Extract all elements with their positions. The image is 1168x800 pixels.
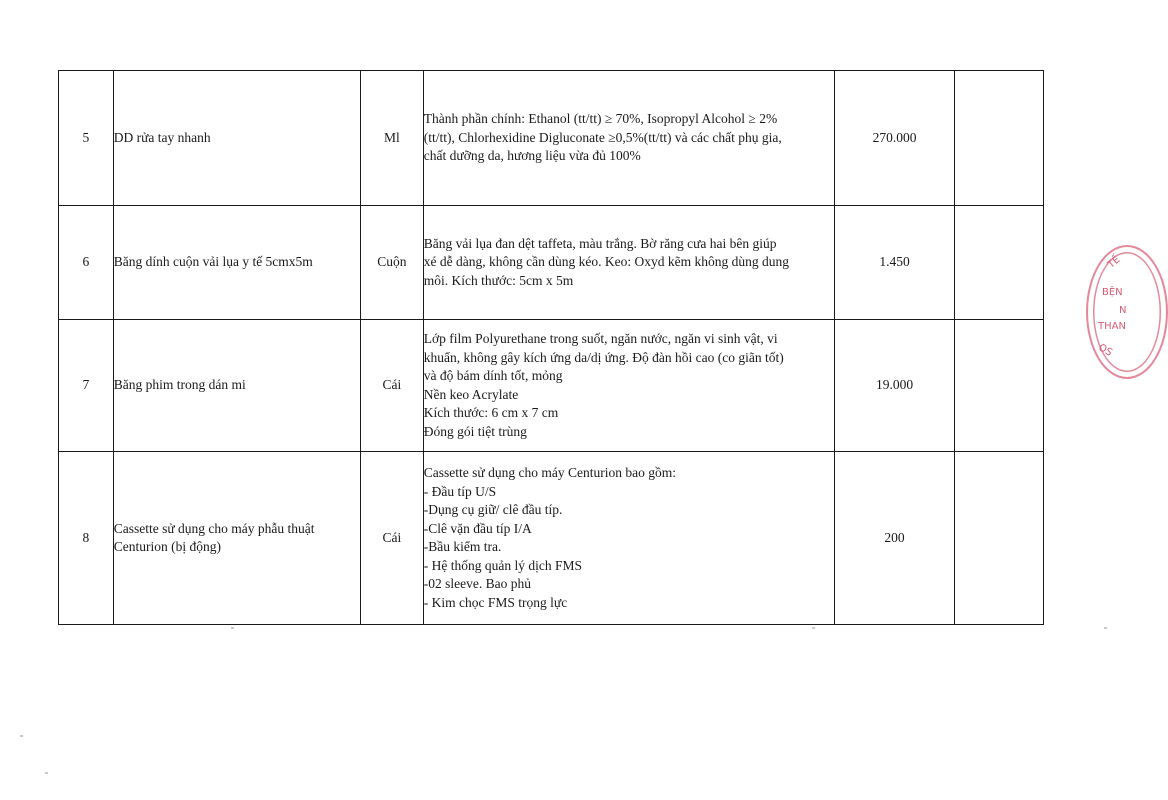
item-spec	[423, 452, 834, 625]
scan-speck	[45, 772, 48, 774]
item-unit: Cái	[360, 452, 423, 625]
spec-line: Đóng gói tiệt trùng	[423, 423, 527, 439]
item-name: Cassette sử dụng cho máy phẫu thuật Centurion (bị động)	[113, 452, 360, 625]
item-name: Băng dính cuộn vải lụa y tế 5cmx5m	[113, 206, 360, 320]
row-number: 8	[59, 452, 114, 625]
spec-line: Băng vải lụa đan dệt taffeta, màu trắng. Bờ răng cưa hai bên giúp	[423, 235, 777, 251]
scan-speck	[1104, 627, 1107, 629]
spec-line: -Bầu kiểm tra.	[423, 539, 502, 554]
scan-speck	[812, 627, 815, 629]
spec-line: chất dưỡng da, hương liệu vừa đủ 100%	[423, 148, 641, 164]
row-number: 7	[59, 320, 114, 452]
stamp-text: TẾ	[1105, 254, 1123, 271]
spec-line: (tt/tt), Chlorhexidine Digluconate ≥0,5%(tt/tt) và các chất phụ gia,	[423, 129, 782, 145]
spec-line: khuẩn, không gây kích ứng da/dị ứng. Độ đàn hồi cao (co giãn tốt)	[423, 349, 784, 365]
stamp-text: BỆN	[1102, 287, 1123, 298]
spec-line: xé dễ dàng, không cần dùng kéo. Keo: Oxyd kẽm không dùng dung	[423, 254, 789, 270]
empty-cell	[954, 206, 1043, 320]
spec-line: Nền keo Acrylate	[423, 386, 519, 402]
stamp-text: OS	[1096, 342, 1115, 359]
spec-line: Thành phần chính: Ethanol (tt/tt) ≥ 70%, Isopropyl Alcohol ≥ 2%	[423, 111, 778, 127]
item-unit: Ml	[360, 71, 423, 206]
spec-line: Kích thước: 6 cm x 7 cm	[423, 405, 559, 420]
item-unit: Cái	[360, 320, 423, 452]
table-row	[59, 320, 1044, 452]
item-unit: Cuộn	[360, 206, 423, 320]
item-spec	[423, 206, 834, 320]
spec-line: Cassette sử dụng cho máy Centurion bao gồm:	[423, 465, 676, 480]
stamp-text: THAN	[1098, 321, 1126, 332]
row-number: 5	[59, 71, 114, 206]
item-price: 19.000	[835, 320, 955, 452]
item-spec	[423, 71, 834, 206]
scan-speck	[20, 735, 23, 737]
spec-line: môi. Kích thước: 5cm x 5m	[423, 272, 574, 288]
spec-line: - Hệ thống quản lý dịch FMS	[423, 557, 583, 573]
table-row	[59, 206, 1044, 320]
spec-line: -02 sleeve. Bao phủ	[423, 576, 532, 591]
spec-line: Lớp film Polyurethane trong suốt, ngăn nước, ngăn vi sinh vật, vi	[423, 331, 778, 346]
item-spec	[423, 320, 834, 452]
spec-line: -Clê vặn đầu típ I/A	[423, 520, 532, 536]
row-number: 6	[59, 206, 114, 320]
item-name: DD rửa tay nhanh	[113, 71, 360, 206]
item-price: 200	[835, 452, 955, 625]
spec-line: - Kim chọc FMS trọng lực	[423, 594, 568, 610]
empty-cell	[954, 71, 1043, 206]
red-stamp	[1086, 245, 1168, 379]
item-name: Băng phim trong dán mi	[113, 320, 360, 452]
spec-line: -Dụng cụ giữ/ clê đầu típ.	[423, 502, 563, 517]
item-price: 270.000	[835, 71, 955, 206]
spec-line: - Đầu típ U/S	[423, 483, 497, 499]
table-row	[59, 71, 1044, 206]
scan-speck	[231, 627, 234, 629]
empty-cell	[954, 452, 1043, 625]
spec-line: và độ bám dính tốt, mỏng	[423, 368, 563, 383]
item-price: 1.450	[835, 206, 955, 320]
items-table	[58, 70, 1044, 625]
empty-cell	[954, 320, 1043, 452]
stamp-text: N	[1119, 305, 1127, 316]
table-row	[59, 452, 1044, 625]
